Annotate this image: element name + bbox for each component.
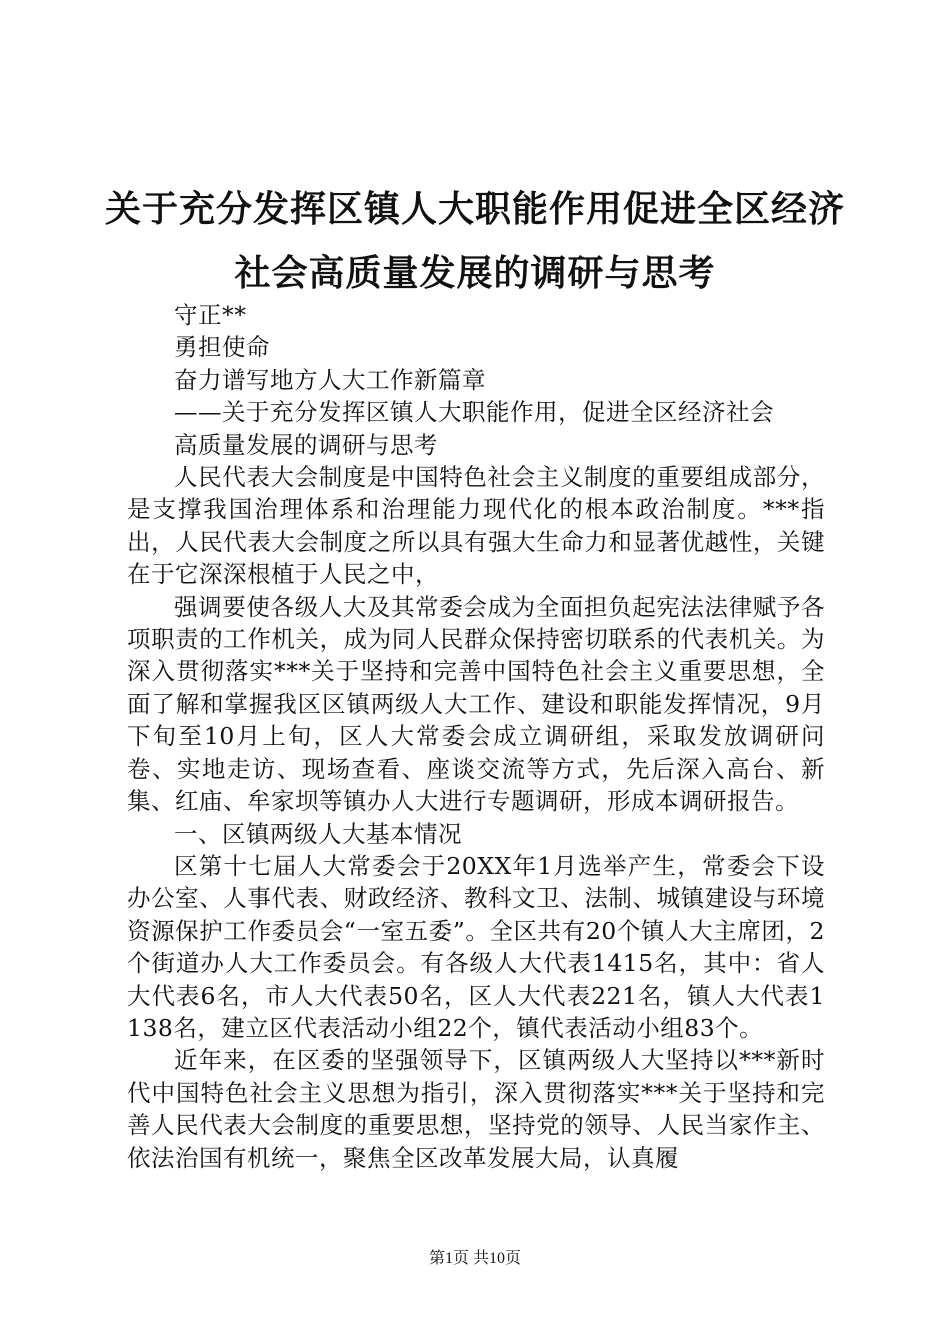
paragraph: 奋力谱写地方人大工作新篇章 — [174, 365, 486, 394]
paragraph: 区第十七届人大常委会于20XX年1月选举产生，常委会下设办公室、人事代表、财政经济、教科文卫、法制、城镇建设与环境资源保护工作委员会“一室五委”。全区共有20个镇人大主席团，2个街道办人大工作委员会。有各级人大代表1415名，其中：省人大代表6名，市人大代表50名，区人大代表221名，镇人大代表1138名，建立区代表活动小组22个，镇代表活动小组83个。 — [127, 851, 825, 1042]
paragraph: 近年来，在区委的坚强领导下，区镇两级人大坚持以***新时代中国特色社会主义思想为指引，深入贯彻落实***关于坚持和完善人民代表大会制度的重要思想，坚持党的领导、人民当家作主、依法治国有机统一，聚焦全区改革发展大局，认真履 — [127, 1046, 825, 1172]
document-body — [127, 299, 825, 1174]
title-line-1: 关于充分发挥区镇人大职能作用促进全区经济 — [104, 189, 845, 230]
paragraph: 人民代表大会制度是中国特色社会主义制度的重要组成部分，是支撑我国治理体系和治理能力现代化的根本政治制度。***指出，人民代表大会制度之所以具有强大生命力和显著优越性，关键在于它深深根植于人民之中， — [127, 463, 825, 589]
paragraph: 守正** — [174, 301, 247, 329]
paragraph: ——关于充分发挥区镇人大职能作用，促进全区经济社会 — [174, 398, 774, 427]
title-line-2: 社会高质量发展的调研与思考 — [234, 253, 716, 294]
paragraph: 高质量发展的调研与思考 — [174, 430, 438, 459]
page-footer: 第1页 共10页 — [428, 1250, 521, 1267]
paragraph: 强调要使各级人大及其常委会成为全面担负起宪法法律赋予各项职责的工作机关，成为同人民群众保持密切联系的代表机关。为深入贯彻落实***关于坚持和完善中国特色社会主义重要思想，全面了解和掌握我区区镇两级人大工作、建设和职能发挥情况，9月下旬至10月上旬，区人大常委会成立调研组，采取发放调研问卷、实地走访、现场查看、座谈交流等方式，先后深入高台、新集、红庙、牟家坝等镇办人大进行专题调研，形成本调研报告。 — [127, 592, 825, 816]
document-title — [100, 178, 850, 306]
paragraph: 勇担使命 — [174, 333, 270, 362]
section-heading: 一、区镇两级人大基本情况 — [174, 819, 462, 848]
